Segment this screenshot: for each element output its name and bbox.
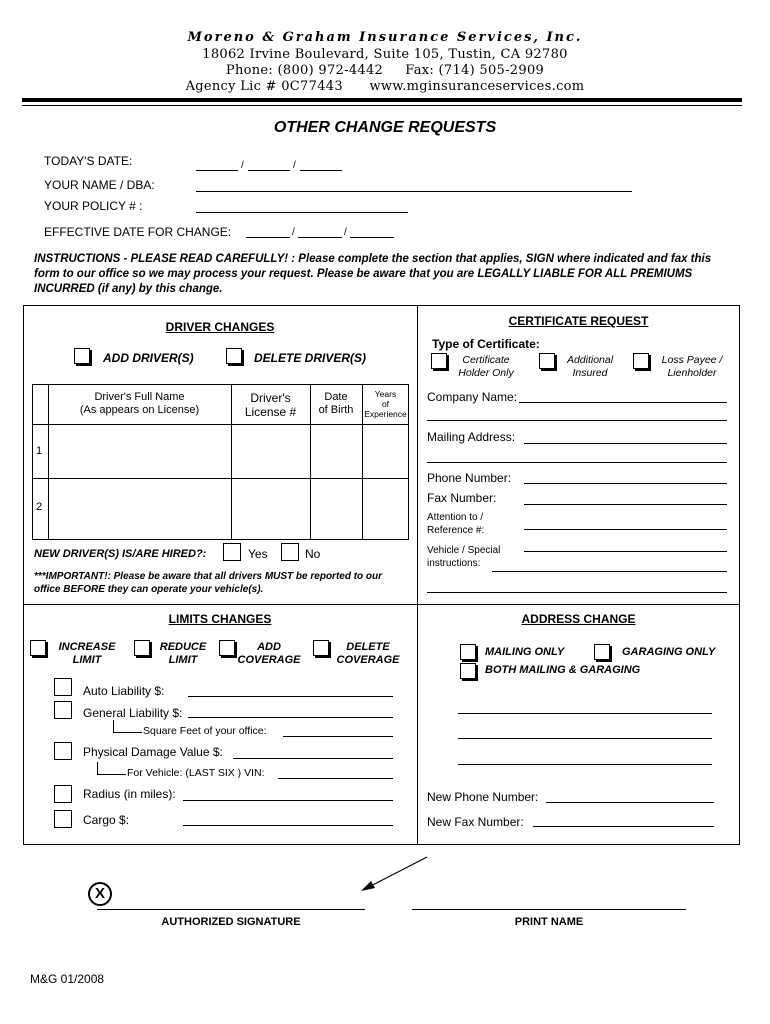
your-name-label: YOUR NAME / DBA: (44, 178, 155, 192)
effective-date-year[interactable] (350, 237, 394, 238)
important-note: ***IMPORTANT!: Please be aware that all drivers MUST be reported to our office BEFORE they can operate your vehicle(s). (34, 571, 383, 595)
col-header-name: Driver's Full Name (As appears on License) (79, 391, 200, 416)
delete-driver-label: DELETE DRIVER(S) (254, 351, 367, 365)
column-divider (417, 305, 418, 845)
slash: / (344, 227, 347, 238)
auto-liability-field[interactable] (188, 696, 393, 697)
increase-limit-label: INCREASE LIMIT (58, 641, 116, 666)
row-number-2: 2 (36, 501, 43, 513)
radius-label: Radius (in miles): (83, 787, 176, 801)
mailing-address-field-2[interactable] (427, 462, 727, 463)
address-change-title: ADDRESS CHANGE (521, 612, 636, 626)
form-footer-code: M&G 01/2008 (30, 972, 105, 986)
your-policy-label: YOUR POLICY # : (44, 199, 143, 213)
col-header-experience: Years of Experience (364, 389, 407, 419)
both-mailing-garaging-label: BOTH MAILING & GARAGING (485, 664, 641, 676)
add-driver-label: ADD DRIVER(S) (103, 351, 194, 365)
effective-date-label: EFFECTIVE DATE FOR CHANGE: (44, 225, 232, 239)
todays-date-year[interactable] (300, 170, 342, 171)
additional-insured-label: Additional Insured (566, 354, 614, 379)
company-agency: Agency Lic # 0C77443 www.mginsuranceservices.com (185, 79, 585, 94)
vehicle-instructions-field[interactable] (524, 551, 727, 552)
hired-no-label: No (305, 547, 321, 561)
hired-yes-label: Yes (248, 547, 268, 561)
print-name-field[interactable] (412, 909, 686, 910)
physical-damage-field[interactable] (233, 758, 393, 759)
limits-changes-title: LIMITS CHANGES (168, 612, 272, 626)
general-liability-label: General Liability $: (83, 706, 183, 720)
loss-payee-label: Loss Payee / Lienholder (661, 354, 723, 379)
sqft-field[interactable] (283, 736, 393, 737)
new-fax-field[interactable] (533, 826, 714, 827)
address-line-1[interactable] (458, 713, 712, 714)
reduce-limit-checkbox[interactable] (134, 640, 150, 656)
todays-date-label: TODAY'S DATE: (44, 154, 133, 168)
certificate-holder-label: Certificate Holder Only (458, 354, 514, 379)
address-line-3[interactable] (458, 764, 712, 765)
delete-driver-checkbox[interactable] (226, 348, 242, 364)
physical-damage-checkbox[interactable] (54, 742, 72, 760)
your-name-field[interactable] (196, 191, 632, 192)
slash: / (292, 227, 295, 238)
header-rule-thick (22, 98, 742, 102)
both-mailing-garaging-checkbox[interactable] (460, 663, 476, 679)
loss-payee-checkbox[interactable] (633, 353, 649, 369)
attention-field[interactable] (524, 529, 727, 530)
delete-coverage-label: DELETE COVERAGE (336, 641, 400, 666)
mailing-only-checkbox[interactable] (460, 644, 476, 660)
cargo-label: Cargo $: (83, 813, 130, 827)
company-name-field-2[interactable] (427, 420, 727, 421)
radius-field[interactable] (183, 800, 393, 801)
certificate-request-title: CERTIFICATE REQUEST (508, 314, 649, 328)
section-divider (23, 604, 740, 605)
attention-label: Attention to / Reference #: (427, 512, 485, 536)
new-fax-label: New Fax Number: (427, 815, 524, 829)
header-rule-thin (22, 105, 742, 106)
additional-insured-checkbox[interactable] (539, 353, 555, 369)
signature-arrow-icon (355, 855, 435, 895)
sqft-connector (113, 720, 142, 733)
hired-yes-checkbox[interactable] (223, 543, 241, 561)
todays-date-month[interactable] (196, 170, 238, 171)
cargo-field[interactable] (183, 825, 393, 826)
driver2-name-cell[interactable] (49, 479, 230, 539)
add-coverage-label: ADD COVERAGE (237, 641, 301, 666)
auto-liability-checkbox[interactable] (54, 678, 72, 696)
mailing-only-label: MAILING ONLY (485, 646, 565, 658)
fax-number-label: Fax Number: (427, 491, 497, 505)
your-policy-field[interactable] (196, 212, 408, 213)
signature-x-mark: X (88, 882, 112, 906)
slash: / (241, 160, 244, 171)
garaging-only-checkbox[interactable] (594, 644, 610, 660)
effective-date-month[interactable] (246, 237, 290, 238)
company-address: 18062 Irvine Boulevard, Suite 105, Tustin, CA 92780 (202, 47, 568, 62)
vehicle-instructions-label: Vehicle / Special instructions: (427, 545, 501, 569)
new-phone-label: New Phone Number: (427, 790, 539, 804)
address-line-2[interactable] (458, 738, 712, 739)
phone-number-field[interactable] (524, 483, 727, 484)
driver-changes-title: DRIVER CHANGES (165, 320, 275, 334)
new-drivers-hired-label: NEW DRIVER(S) IS/ARE HIRED?: (34, 548, 207, 560)
garaging-only-label: GARAGING ONLY (622, 646, 716, 658)
phone-number-label: Phone Number: (427, 471, 512, 485)
effective-date-day[interactable] (298, 237, 342, 238)
col-header-dob: Date of Birth (318, 391, 354, 416)
company-phone-fax: Phone: (800) 972-4442 Fax: (714) 505-2909 (225, 63, 545, 78)
print-name-label: PRINT NAME (514, 916, 584, 928)
certificate-holder-checkbox[interactable] (431, 353, 447, 369)
physical-damage-label: Physical Damage Value $: (83, 745, 223, 759)
mailing-address-label: Mailing Address: (427, 430, 516, 444)
reduce-limit-label: REDUCE LIMIT (159, 641, 207, 666)
instructions: INSTRUCTIONS - PLEASE READ CAREFULLY! : Please complete the section that applies, SIGN where indicated and fax this form to our office so we may process your request. Please be aware that you are LEGALLY LIABLE FOR ALL PREMIUMS INCURRED (if any) by this change. (34, 253, 712, 295)
company-name-field[interactable] (519, 402, 727, 403)
row-number-1: 1 (36, 445, 43, 457)
type-of-certificate-label: Type of Certificate: (432, 337, 540, 351)
authorized-signature-field[interactable] (97, 909, 365, 910)
increase-limit-checkbox[interactable] (30, 640, 46, 656)
fax-number-field[interactable] (524, 504, 727, 505)
vin-label: For Vehicle: (LAST SIX ) VIN: (127, 767, 265, 779)
sqft-label: Square Feet of your office: (143, 725, 267, 737)
add-coverage-checkbox[interactable] (219, 640, 235, 656)
auto-liability-label: Auto Liability $: (83, 684, 165, 698)
col-header-license: Driver's License # (244, 391, 297, 419)
vehicle-instructions-field-2[interactable] (492, 571, 727, 572)
driver1-name-cell[interactable] (49, 425, 230, 477)
authorized-signature-label: AUTHORIZED SIGNATURE (161, 916, 301, 928)
mailing-address-field[interactable] (524, 443, 727, 444)
vin-connector (97, 762, 126, 775)
form-title: OTHER CHANGE REQUESTS (273, 119, 497, 136)
radius-checkbox[interactable] (54, 785, 72, 803)
cargo-checkbox[interactable] (54, 810, 72, 828)
hired-no-checkbox[interactable] (281, 543, 299, 561)
general-liability-field[interactable] (188, 717, 393, 718)
add-driver-checkbox[interactable] (74, 348, 90, 364)
delete-coverage-checkbox[interactable] (313, 640, 329, 656)
new-phone-field[interactable] (546, 802, 714, 803)
slash: / (293, 160, 296, 171)
vin-field[interactable] (278, 778, 393, 779)
todays-date-day[interactable] (248, 170, 290, 171)
vehicle-instructions-field-3[interactable] (427, 592, 727, 593)
company-name: Moreno & Graham Insurance Services, Inc. (187, 30, 583, 45)
company-name-label: Company Name: (427, 390, 518, 404)
general-liability-checkbox[interactable] (54, 701, 72, 719)
